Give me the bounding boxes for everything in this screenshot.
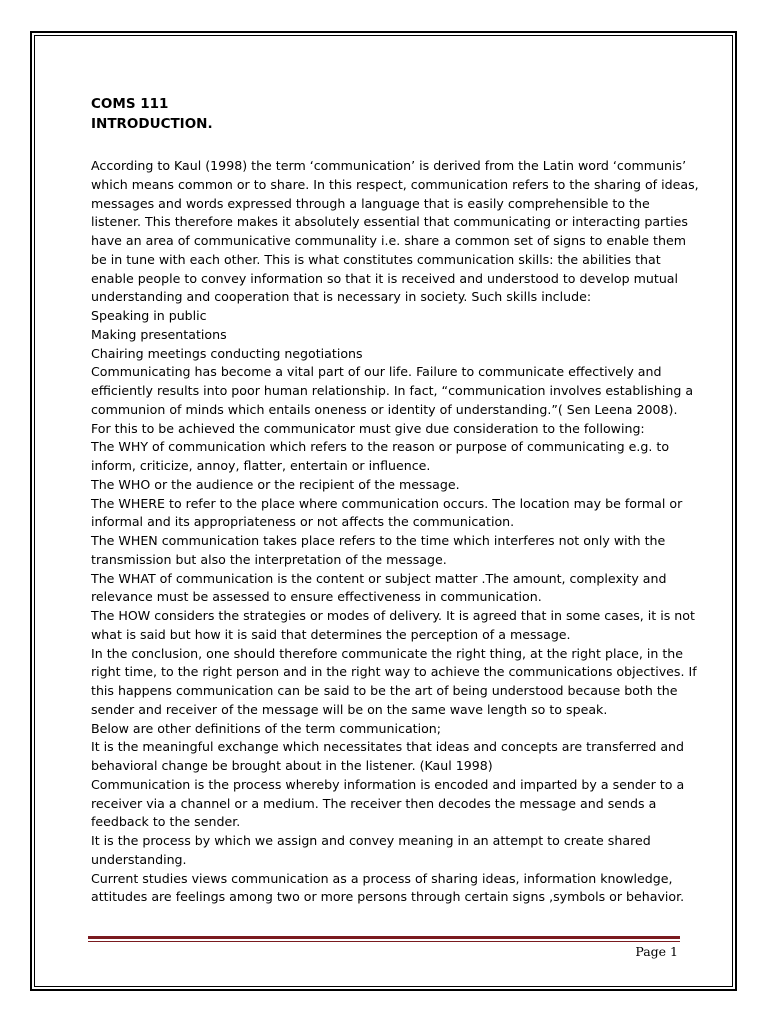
footer-rule-thin xyxy=(88,941,680,942)
body-line: Making presentations xyxy=(91,326,227,342)
body-line: enable people to convey information so that it is received and understood to develop mutual xyxy=(91,270,679,286)
body-line: understanding. xyxy=(91,851,187,867)
body-line: The WHY of communication which refers to the reason or purpose of communicating e.g. to xyxy=(91,439,670,455)
body-line: efficiently results into poor human relationship. In fact, “communication involves establishing a xyxy=(91,383,694,398)
body-line: In the conclusion, one should therefore communicate the right thing, at the right place, in the xyxy=(91,645,683,661)
body-line: be in tune with each other. This is what constitutes communication skills: the abilities that xyxy=(91,251,661,267)
body-line: Chairing meetings conducting negotiations xyxy=(91,345,363,361)
body-line: Current studies views communication as a process of sharing ideas, information knowledge, xyxy=(91,870,673,886)
body-line: Communicating has become a vital part of our life. Failure to communicate effectively and xyxy=(91,364,662,380)
body-line: messages and words expressed through a language that is easily comprehensible to the xyxy=(91,195,650,211)
course-code: COMS 111 xyxy=(91,96,169,112)
body-line: inform, criticize, annoy, flatter, entertain or influence. xyxy=(91,458,431,473)
body-line: receiver via a channel or a medium. The receiver then decodes the message and sends a xyxy=(91,795,657,811)
body-line: attitudes are feelings among two or more persons through certain signs ,symbols or behavior. xyxy=(91,889,685,905)
body-line: The WHEN communication takes place refers to the time which interferes not only with the xyxy=(91,533,666,548)
body-line: relevance must be assessed to ensure effectiveness in communication. xyxy=(91,589,542,605)
body-line: The HOW considers the strategies or modes of delivery. It is agreed that in some cases, it is not xyxy=(91,608,695,623)
body-line: understanding and cooperation that is necessary in society. Such skills include: xyxy=(91,289,592,305)
body-line: transmission but also the interpretation of the message. xyxy=(91,551,447,567)
page-number: Page 1 xyxy=(635,944,678,959)
body-line: communion of minds which entails oneness or identity of understanding.”( Sen Leena 2008). xyxy=(91,401,678,417)
body-line: The WHERE to refer to the place where communication occurs. The location may be formal or xyxy=(91,495,683,511)
body-line: sender and receiver of the message will be on the same wave length so to speak. xyxy=(91,701,608,717)
body-text xyxy=(91,157,699,907)
body-line: Communication is the process whereby information is encoded and imparted by a sender to a xyxy=(91,776,685,792)
body-line: have an area of communicative communality i.e. share a common set of signs to enable them xyxy=(91,233,686,248)
footer-rule xyxy=(88,936,680,939)
body-line: what is said but how it is said that determines the perception of a message. xyxy=(91,626,571,642)
body-line: According to Kaul (1998) the term ‘communication’ is derived from the Latin word ‘communis’ xyxy=(91,158,687,173)
body-line: It is the meaningful exchange which necessitates that ideas and concepts are transferred and xyxy=(91,739,685,755)
body-line: It is the process by which we assign and convey meaning in an attempt to create shared xyxy=(91,833,651,848)
body-line: feedback to the sender. xyxy=(91,814,241,830)
body-line: which means common or to share. In this respect, communication refers to the sharing of ideas, xyxy=(91,176,699,192)
body-line: Speaking in public xyxy=(91,308,207,323)
body-line: The WHO or the audience or the recipient of the message. xyxy=(91,476,460,492)
body-line: The WHAT of communication is the content or subject matter .The amount, complexity and xyxy=(91,570,667,586)
body-line: informal and its appropriateness or not affects the communication. xyxy=(91,514,515,530)
section-title: INTRODUCTION. xyxy=(91,116,213,132)
body-line: right time, to the right person and in the right way to achieve the communications objectives. If xyxy=(91,664,697,680)
body-line: For this to be achieved the communicator must give due consideration to the following: xyxy=(91,420,645,436)
body-line: this happens communication can be said to be the art of being understood because both the xyxy=(91,683,678,698)
body-line: behavioral change be brought about in the listener. (Kaul 1998) xyxy=(91,758,493,773)
document-heading xyxy=(91,94,213,134)
body-line: Below are other definitions of the term communication; xyxy=(91,720,442,736)
body-line: listener. This therefore makes it absolutely essential that communicating or interacting parties xyxy=(91,214,688,230)
